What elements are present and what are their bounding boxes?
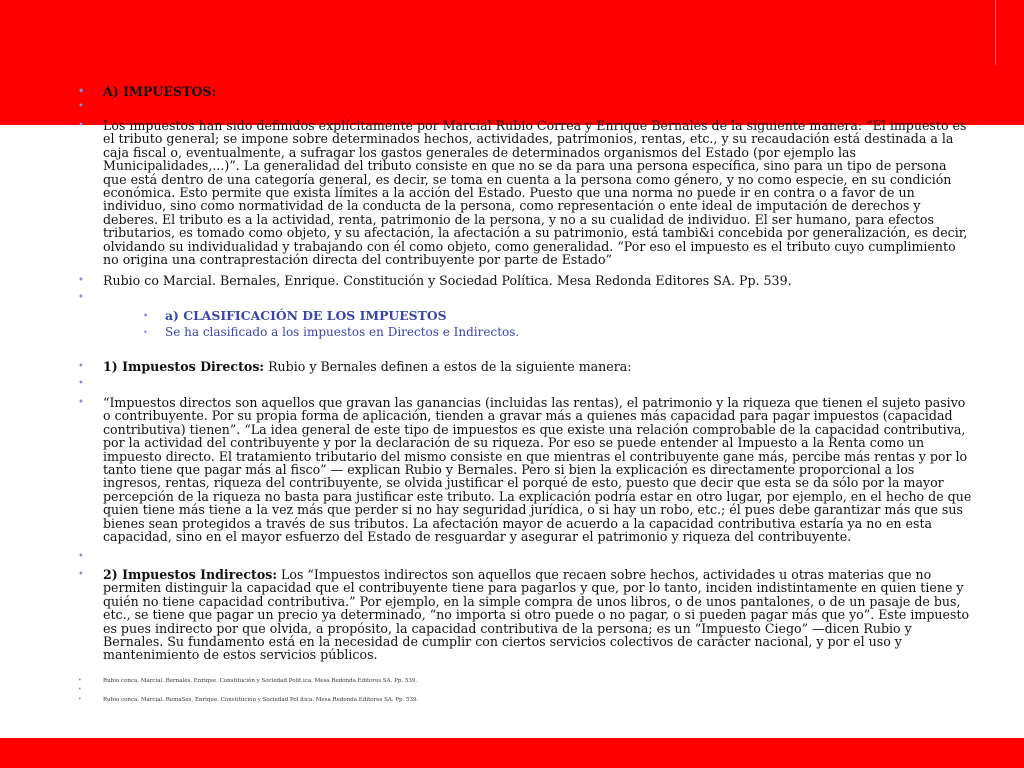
- direct-taxes-heading: [103, 360, 973, 373]
- empty-bullet: •: [78, 101, 84, 112]
- indirect-taxes-paragraph: [103, 568, 973, 662]
- top-band-divider: [995, 0, 996, 65]
- bottom-red-band: [0, 738, 1024, 768]
- empty-bullet: •: [78, 378, 84, 389]
- classification-text: • Se ha clasificado a los impuestos en Directos e Indirectos.: [165, 325, 865, 340]
- direct-taxes-intro: Rubio y Bernales definen a estos de la siguiente manera:: [264, 359, 632, 374]
- empty-bullet: •: [78, 686, 82, 693]
- top-red-band: [0, 0, 1024, 125]
- indirect-taxes-body: Los “Impuestos indirectos son aquellos que recaen sobre hechos, actividades u otras materias que no permiten distinguir la capacidad que el contribuyente tiene para pagarlos y que, por lo tanto, inciden indistintamente en quien tiene y quién no tiene capacidad contributiva.” Por ejemplo, en la simple compra de unos libros, o de unos pantalones, o de un pasaje de bus, etc., se tiene que pagar un precio ya determinado, “no importa si otro puede o no pagar, o si pueden pagar más que yo”. Este impuesto es pues indirecto por que olvida, a propósito, la capacidad contributiva de la persona; es un “Impuesto Ciego” —dicen Rubio y Bernales. Su fundamento está en la necesidad de cumplir con ciertos servicios colectivos de carácter nacional, y por el uso y mantenimiento de estos servicios públicos.: [103, 567, 970, 663]
- citation-1: • Rubio co Marcial. Bernales, Enrique. Constitución y Sociedad Política. Mesa Redonda Editores SA. Pp. 539.: [103, 274, 973, 287]
- indirect-taxes-title: 2) Impuestos Indirectos:: [103, 567, 277, 582]
- footnote-1: • Rubio conca. Marcial. Bernales. Enrique. Constitución y Sociedad Polit ica. Mesa Redonda Editores SA. Pp. 539.: [103, 678, 803, 685]
- classification-title: • a) CLASIFICACIÓN DE LOS IMPUESTOS: [165, 308, 865, 323]
- intro-paragraph: • Los impuestos han sido definidos explícitamente por Marcial Rubio Correa y Enrique Bernales de la siguiente manera: “El impuesto es el tributo general; se impone sobre determinados hechos, actividades, patrimonios, rentas, etc., y su recaudación está destinada a la caja fiscal o, eventualmente, a sufragar los gastos generales de determinados organismos del Estado (por ejemplo las Municipalidades,...)”. La generalidad del tributo consiste en que no se da para una persona específica, sino para un tipo de persona que está dentro de una categoría general, es decir, se toma en cuenta a la persona como género, y no como especie, en su condición económica. Esto permite que exista límites a la acción del Estado. Puesto que una norma no puede ir en contra o a favor de un individuo, sino como normatividad de la conducta de la persona, como representación o ente ideal de imputación de derechos y deberes. El tributo es a la actividad, renta, patrimonio de la persona, y no a su cualidad de individuo. El ser humano, para efectos tributarios, es tomado como objeto, y su afectación, la afectación a su patrimonio, está tambi&i concebida por generalización, es decir, olvidando su individualidad y trabajando con él como objeto, como generalidad. “Por eso el impuesto es el tributo cuyo cumplimiento no origina una contraprestación directa del contribuyente por parte de Estado”: [103, 119, 973, 266]
- footnote-2: • Rubio conca. Marcial. RemaSes, Enrique. Constitución y Sociedad Pol ítica. Mesa Redonda Editores SA. Pp. 539.: [103, 697, 803, 704]
- direct-taxes-body: • “Impuestos directos son aquellos que gravan las ganancias (incluidas las rentas), el patrimonio y la riqueza que tienen el sujeto pasivo o contribuyente. Por su propia forma de aplicación, tienden a gravar más a quienes más capacidad para pagar impuestos (capacidad contributiva) tienen”. “La idea general de este tipo de impuestos es que existe una relación comprobable de la capacidad contributiva, por la actividad del contribuyente y por la declaración de su riqueza. Por eso se puede entender al Impuesto a la Renta como un impuesto directo. El tratamiento tributario del mismo consiste en que mientras el contribuyente gane más, percibe más rentas y por lo tanto tiene que pagar más al fisco” — explican Rubio y Bernales. Pero si bien la explicación es directamente proporcional a los ingresos, rentas, riqueza del contribuyente, se olvida justificar el porqué de esto, puesto que decir que esta se da sólo por la mayor percepción de la riqueza no basta para justificar este tributo. La explicación podría estar en otro lugar, por ejemplo, en el hecho de que quien tiene más tiene a la vez más que perder si no hay seguridad jurídica, o si hay un robo, etc.; él pues debe garantizar más que sus bienes sean protegidos a través de sus tributos. La afectación mayor de acuerdo a la capacidad contributiva estaría ya no en esta capacidad, sino en el mayor esfuerzo del Estado de resguardar y asegurar el patrimonio y riqueza del contribuyente.: [103, 396, 973, 543]
- direct-taxes-title: 1) Impuestos Directos:: [103, 359, 265, 374]
- empty-bullet: •: [78, 292, 84, 303]
- empty-bullet: •: [78, 551, 84, 562]
- section-a-title: • A) IMPUESTOS:: [103, 85, 973, 98]
